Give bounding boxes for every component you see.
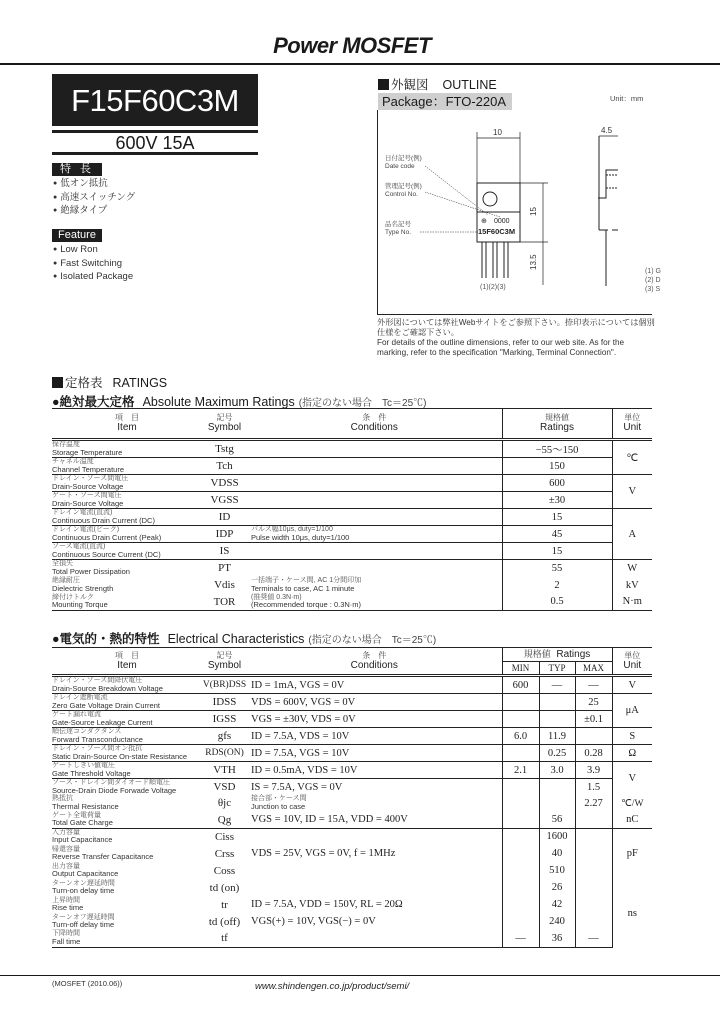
table-row: 順伝達コンダクタンス Forward Transconductance gfs ID = 7.5A, VDS = 10V 6.0 11.9 S xyxy=(52,728,652,745)
website-link[interactable]: www.shindengen.co.jp/product/semi/ xyxy=(255,981,410,992)
svg-text:日付記号(例): 日付記号(例) xyxy=(385,155,422,162)
features-en-list xyxy=(53,244,133,285)
feature-en-item: ● Fast Switching xyxy=(53,258,133,272)
product-rating: 600V 15A xyxy=(52,130,258,155)
doc-code: (MOSFET (2010.06)) xyxy=(52,979,123,988)
abs-max-table xyxy=(52,408,652,611)
features-jp-tag: 特 長 xyxy=(52,163,102,176)
table-row: チャネル温度 Channel Temperature Tch 150 xyxy=(52,458,652,475)
col-ratings: 規格値 Ratings xyxy=(502,648,612,662)
svg-text:Date code: Date code xyxy=(385,163,415,170)
page-title-text: Power MOSFET xyxy=(273,33,431,58)
feature-jp-item: ● 絶縁タイプ xyxy=(53,205,135,219)
electrical-table xyxy=(52,647,652,948)
abs-max-title-en: Absolute Maximum Ratings xyxy=(142,395,295,409)
features-jp-list xyxy=(53,178,135,219)
svg-text:4.5: 4.5 xyxy=(601,126,613,135)
electrical-cond-note: (指定のない場合 Tc＝25℃) xyxy=(308,635,437,646)
svg-text:(2) D: (2) D xyxy=(645,277,661,284)
features-en-tag: Feature xyxy=(52,229,102,242)
abs-max-title-jp: ●絶対最大定格 xyxy=(52,395,135,409)
col-ratings: 規格値 Ratings xyxy=(502,409,612,440)
package-label: Package：FTO-220A xyxy=(378,93,512,110)
table-row: ドレイン電流(ピーク) Continuous Drain Current (Peak) IDP パルス幅10μs, duty=1/100 Pulse width 10μs, duty=1/100 45 xyxy=(52,526,652,543)
col-conditions: 条 件 Conditions xyxy=(247,648,502,676)
svg-text:13.5: 13.5 xyxy=(529,254,538,270)
part-number: F15F60C3M xyxy=(52,74,258,126)
col-unit: 単位 Unit xyxy=(612,648,652,676)
page-title xyxy=(0,33,720,59)
table-row: 上昇時間 Rise time tr ID = 7.5A, VDD = 150V, RL = 20Ω 42 xyxy=(52,896,652,913)
table-row: 締付けトルク Mounting Torque TOR (推奨値 0.3N·m) (Recommended torque : 0.3N·m) 0.5 N·m xyxy=(52,594,652,611)
square-bullet-icon xyxy=(378,79,389,90)
feature-jp-item: ● 低オン抵抗 xyxy=(53,178,135,192)
svg-text:10: 10 xyxy=(493,128,502,137)
feature-en-item: ● Isolated Package xyxy=(53,271,133,285)
electrical-title-jp: ●電気的・熱的特性 xyxy=(52,632,160,646)
svg-text:0000: 0000 xyxy=(494,218,510,225)
unit-label: Unit：mm xyxy=(610,94,644,103)
ratings-heading-jp: 定格表 xyxy=(65,376,103,390)
table-row: ドレイン遮断電流 Zero Gate Voltage Drain Current IDSS VDS = 600V, VGS = 0V 25 μA xyxy=(52,694,652,711)
table-row: ソース・ドレイン間ダイオード順電圧 Source-Drain Diode Forwade Voltage VSD IS = 7.5A, VGS = 0V 1.5 xyxy=(52,779,652,796)
abs-max-cond-note: (指定のない場合 Tc＝25℃) xyxy=(298,398,427,409)
electrical-heading xyxy=(52,629,436,647)
outline-note-en: For details of the outline dimensions, refer to our web site. As for the marking, refer to the specification "Marking, Terminal Connection". xyxy=(377,338,625,357)
table-row: ソース電流(直流) Continuous Source Current (DC) IS 15 xyxy=(52,543,652,560)
outline-heading-jp: 外観図 xyxy=(391,78,429,92)
svg-text:品名記号: 品名記号 xyxy=(385,221,411,228)
col-max: MAX xyxy=(575,662,612,676)
svg-text:15F60C3M: 15F60C3M xyxy=(478,227,516,236)
col-item: 項 目 Item xyxy=(52,648,202,676)
table-row: ドレイン・ソース間電圧 Drain-Source Voltage VDSS 600 V xyxy=(52,475,652,492)
feature-en-item: ● Low Ron xyxy=(53,244,133,258)
table-row: ゲート漏れ電流 Gate-Source Leakage Current IGSS VGS = ±30V, VDS = 0V ±0.1 xyxy=(52,711,652,728)
col-typ: TYP xyxy=(539,662,575,676)
table-row: 全損失 Total Power Dissipation PT 55 W xyxy=(52,560,652,577)
table-row: 出力容量 Output Capacitance Coss 510 xyxy=(52,862,652,879)
ratings-heading xyxy=(52,373,167,391)
table-row: ドレイン・ソース間オン抵抗 Static Drain-Source On-state Resistance RDS(ON) ID = 7.5A, VGS = 10V 0.25 0.28 Ω xyxy=(52,745,652,762)
feature-jp-item: ● 高速スイッチング xyxy=(53,192,135,206)
ratings-heading-en: RATINGS xyxy=(112,376,168,390)
col-min: MIN xyxy=(502,662,539,676)
svg-text:Type No.: Type No. xyxy=(385,229,412,236)
col-symbol: 記号 Symbol xyxy=(202,409,247,440)
svg-text:15: 15 xyxy=(529,207,538,216)
svg-text:⊕: ⊕ xyxy=(481,218,487,225)
table-row: 入力容量 Input Capacitance Ciss 1600 pF xyxy=(52,828,652,845)
svg-text:管理記号(例): 管理記号(例) xyxy=(385,183,422,190)
table-row: 帰還容量 Reverse Transfer Capacitance Crss VDS = 25V, VGS = 0V, f = 1MHz 40 xyxy=(52,845,652,862)
table-row: 絶縁耐圧 Dielectric Strength Vdis 一括端子・ケース間, AC 1分間印加 Terminals to case, AC 1 minute 2 kV xyxy=(52,577,652,594)
svg-text:(1) G: (1) G xyxy=(645,268,661,275)
table-row: ゲート・ソース間電圧 Drain-Source Voltage VGSS ±30 xyxy=(52,492,652,509)
square-bullet-icon xyxy=(52,377,63,388)
table-row: 保存温度 Storage Temperature Tstg −55～150 ℃ xyxy=(52,440,652,458)
table-header xyxy=(52,409,652,440)
footer-rule xyxy=(0,975,720,976)
table-row: 下降時間 Fall time tf — 36 — xyxy=(52,930,652,947)
table-header xyxy=(52,648,652,662)
outline-heading-en: OUTLINE xyxy=(442,78,497,92)
col-unit: 単位 Unit xyxy=(612,409,652,440)
table-row: ドレイン・ソース間降伏電圧 Drain-Source Breakdown Voltage V(BR)DSS ID = 1mA, VGS = 0V 600 — — V xyxy=(52,676,652,694)
table-row: 熱抵抗 Thermal Resistance θjc 接合部・ケース間 Junction to case 2.27 ℃/W xyxy=(52,795,652,812)
package-outline-drawing xyxy=(370,120,670,300)
svg-text:(3) S: (3) S xyxy=(645,286,661,293)
outline-frame-bottom xyxy=(377,314,652,315)
col-symbol: 記号 Symbol xyxy=(202,648,247,676)
header-rule xyxy=(0,63,720,65)
svg-text:Control No.: Control No. xyxy=(385,191,418,198)
outline-note-jp: 外形図については弊社Webサイトをご参照下さい。捺印表示については個別仕様をご確認下さい。 xyxy=(377,318,655,337)
svg-text:(1)(2)(3): (1)(2)(3) xyxy=(480,284,506,291)
outline-heading xyxy=(378,75,497,93)
table-row: ゲートしきい値電圧 Gate Threshold Voltage VTH ID = 0.5mA, VDS = 10V 2.1 3.0 3.9 V xyxy=(52,762,652,779)
table-row: ターンオフ遅延時間 Turn-off delay time td (off) VGS(+) = 10V, VGS(−) = 0V 240 xyxy=(52,913,652,930)
table-row: ゲート全電荷量 Total Gate Charge Qg VGS = 10V, ID = 15A, VDD = 400V 56 nC xyxy=(52,812,652,829)
table-row: ドレイン電流(直流) Continuous Drain Current (DC) ID 15 A xyxy=(52,509,652,526)
col-conditions: 条 件 Conditions xyxy=(247,409,502,440)
col-item: 項 目 Item xyxy=(52,409,202,440)
table-row: ターンオン遅延時間 Turn-on delay time td (on) 26 ns xyxy=(52,879,652,896)
electrical-title-en: Electrical Characteristics xyxy=(167,632,305,646)
